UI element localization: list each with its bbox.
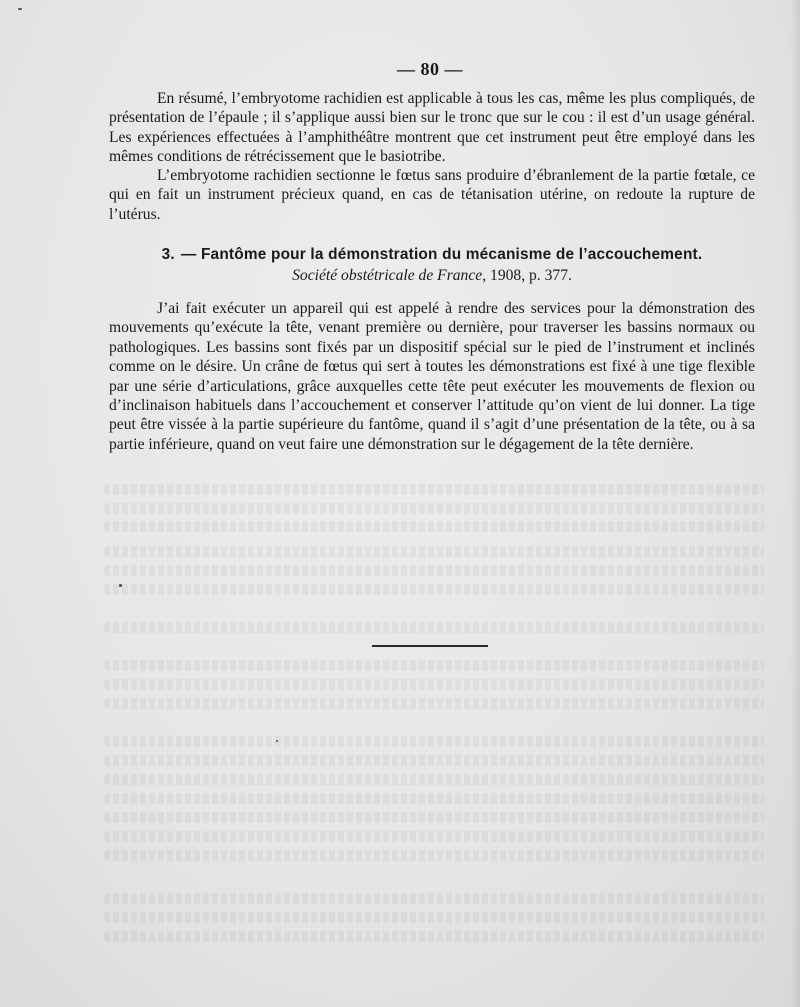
section-citation (109, 267, 755, 285)
bleed-through-line (104, 736, 764, 747)
bleed-through-line (104, 755, 764, 766)
phantom-paragraph-text: J’ai fait exécuter un appareil qui est appelé à rendre des services pour la démonstration des mouvements qu’exécute la tête, venant première ou dernière, pour traverser les bassins normaux ou pathologiques. Les bassins sont fixés par un dispositif spécial sur le pied de l’instrument et inclinés comme on le désire. Un crâne de fœtus qui sert à toutes les démonstrations est fixé à une tige flexible par une série d’articulations, grâce auxquelles cette tête peut exécuter les mouvements de flexion ou d’inclinaison habituels dans l’accouchement et conserver l’attitude qu’on vient de lui donner. La tige peut être vissée à la partie supérieure du fantôme, quand il s’agit d’une présentation de la tête, ou à sa partie inférieure, quand on veut faire une démonstration sur le dégagement de la tête dernière. (109, 300, 755, 453)
embryotome-paragraph-text: L’embryotome rachidien sectionne le fœtus sans produire d’ébranlement de la partie fœtale, ce qui en fait un instrument précieux quand, en cas de tétanisation utérine, on redoute la rupture de l’utérus. (109, 167, 755, 223)
bleed-through-line (104, 503, 764, 514)
dust-speck (276, 740, 278, 742)
bleed-through-line (104, 893, 764, 904)
bleed-through-line (104, 698, 764, 709)
dust-speck (119, 584, 122, 587)
bleed-through-line (104, 660, 764, 671)
summary-paragraph-text: En résumé, l’embryotome rachidien est applicable à tous les cas, même les plus compliqués, de présentation de l’épaule ; il s’applique aussi bien sur le tronc que sur le cou : il est d’un usage général. Les expériences effectuées à l’amphithéâtre montrent que cet instrument peut être employé dans les mêmes conditions de rétrécissement que le basiotribe. (109, 90, 755, 166)
page-edge-shadow (790, 0, 800, 1007)
section-heading (109, 246, 755, 264)
section-title: — Fantôme pour la démonstration du mécanisme de l’accouchement. (180, 246, 703, 263)
citation-society: Société obstétricale de France, (292, 267, 487, 284)
bleed-through-line (104, 521, 764, 532)
bleed-through-line (104, 679, 764, 690)
bleed-through-line (104, 831, 764, 842)
dust-speck (18, 8, 22, 10)
bleed-through-line (104, 484, 764, 495)
page-number: — 80 — (397, 59, 463, 79)
section-number: 3. (161, 246, 175, 263)
bleed-through-line (104, 546, 764, 557)
bleed-through-line (104, 793, 764, 804)
end-rule (372, 645, 488, 647)
bleed-through-line (104, 584, 764, 595)
bleed-through-line (104, 622, 764, 633)
citation-details: 1908, p. 377. (490, 267, 572, 284)
embryotome-paragraph (109, 166, 755, 224)
bleed-through-line (104, 912, 764, 923)
summary-paragraph (109, 89, 755, 167)
bleed-through-line (104, 850, 764, 861)
bleed-through-line (104, 565, 764, 576)
bleed-through-line (104, 931, 764, 942)
bleed-through-line (104, 774, 764, 785)
phantom-paragraph (109, 299, 755, 454)
bleed-through-line (104, 812, 764, 823)
